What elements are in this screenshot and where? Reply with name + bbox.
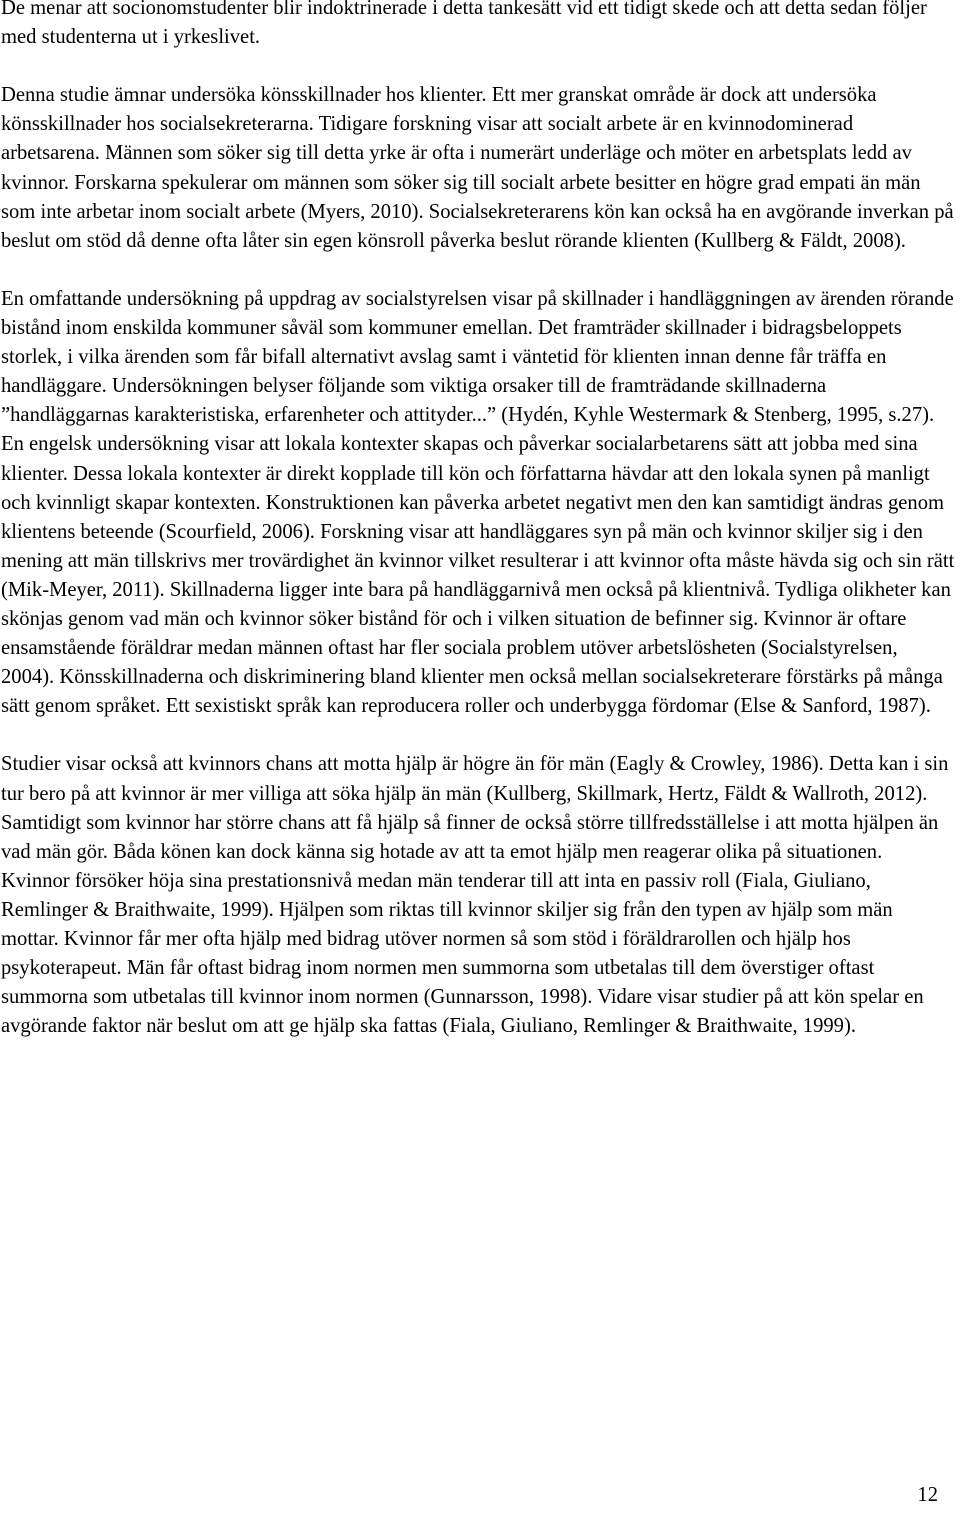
paragraph-4: Studier visar också att kvinnors chans att motta hjälp är högre än för män (Eagly & Crowley, 1986). Detta kan i sin tur bero på att kvinnor är mer villiga att söka hjälp än män (Kullberg, Skillmark, Hertz, Fäldt & Wallroth, 2012). Samtidigt som kvinnor har större chans att få hjälp så finner de också större tillfredsställelse i att motta hjälpen än vad män gör. Båda könen kan dock känna sig hotade av att ta emot hjälp men reagerar olika på situationen. Kvinnor försöker höja sina prestationsnivå medan män tenderar till att inta en passiv roll (Fiala, Giuliano, Remlinger & Braithwaite, 1999). Hjälpen som riktas till kvinnor skiljer sig från den typen av hjälp som män mottar. Kvinnor får mer ofta hjälp med bidrag utöver normen så som stöd i föräldrarollen och hjälp hos psykoterapeut. Män får oftast bidrag inom normen men summorna som utbetalas till dem överstiger oftast summorna som utbetalas till kvinnor inom normen (Gunnarsson, 1998). Vidare visar studier på att kön spelar en avgörande faktor när beslut om att ge hjälp ska fattas (Fiala, Giuliano, Remlinger & Braithwaite, 1999).: [1, 753, 949, 1038]
page-number: 12: [917, 1484, 938, 1506]
paragraph-gap: [1, 721, 955, 750]
paragraph-1: De menar att socionomstudenter blir indoktrinerade i detta tankesätt vid ett tidigt skede och att detta sedan följer med studenterna ut i yrkeslivet.: [1, 0, 927, 49]
paragraph-gap: [1, 256, 955, 285]
paragraph-2: Denna studie ämnar undersöka könsskillnader hos klienter. Ett mer granskat område är dock att undersöka könsskillnader hos socialsekreterarna. Tidigare forskning visar att socialt arbete är en kvinnodominerad arbetsarena. Männen som söker sig till detta yrke är ofta i numerärt underläge och möter en arbetsplats ledd av kvinnor. Forskarna spekulerar om männen som söker sig till socialt arbete besitter en högre grad empati än män som inte arbetar inom socialt arbete (Myers, 2010). Socialsekreterarens kön kan också ha en avgörande inverkan på beslut om stöd då denne ofta låter sin egen könsroll påverka beslut rörande klienten (Kullberg & Fäldt, 2008).: [1, 84, 954, 252]
paragraph-3: En omfattande undersökning på uppdrag av socialstyrelsen visar på skillnader i handläggningen av ärenden rörande bistånd inom enskilda kommuner såväl som kommuner emellan. Det framträder skillnader i bidragsbeloppets storlek, i vilka ärenden som får bifall alternativt avslag samt i väntetid för klienten innan denne får träffa en handläggare. Undersökningen belyser följande som viktiga orsaker till de framträdande skillnaderna ”handläggarnas karakteristiska, erfarenheter och attityder...” (Hydén, Kyhle Westermark & Stenberg, 1995, s.27). En engelsk undersökning visar att lokala kontexter skapas och påverkar socialarbetarens sätt att jobba med sina klienter. Dessa lokala kontexter är direkt kopplade till kön och författarna hävdar att den lokala synen på manligt och kvinnligt skapar kontexten. Konstruktionen kan påverka arbetet negativt men den kan samtidigt ändras genom klientens beteende (Scourfield, 2006). Forskning visar att handläggares syn på män och kvinnor skiljer sig i den mening att män tillskrivs mer trovärdighet än kvinnor vilket resulterar i att kvinnor ofta måste hävda sig och sin rätt (Mik-Meyer, 2011). Skillnaderna ligger inte bara på handläggarnivå men också på klientnivå. Tydliga olikheter kan skönjas genom vad män och kvinnor söker bistånd för och i vilken situation de befinner sig. Kvinnor är oftare ensamstående föräldrar medan männen oftast har fler sociala problem utöver arbetslösheten (Socialstyrelsen, 2004). Könsskillnaderna och diskriminering bland klienter men också mellan socialsekreterare förstärks på många sätt genom språket. Ett sexistiskt språk kan reproducera roller och underbygga fördomar (Else & Sanford, 1987).: [1, 287, 955, 718]
body-text: [1, 0, 955, 1041]
paragraph-gap: [1, 52, 955, 81]
